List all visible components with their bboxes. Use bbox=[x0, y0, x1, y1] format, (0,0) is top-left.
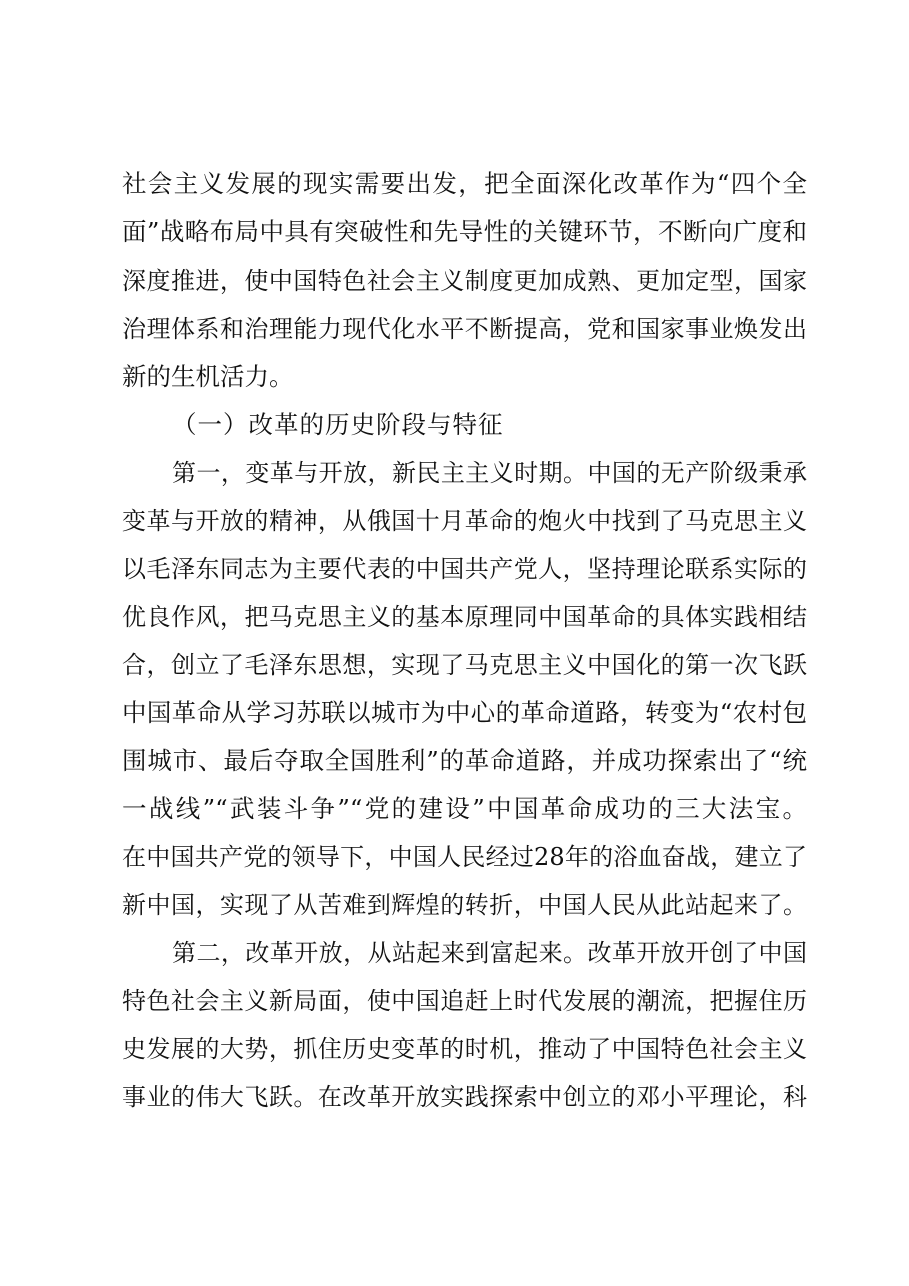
body-text-line: 一战线”“武装斗争”“党的建设”中国革命成功的三大法宝。 bbox=[122, 794, 807, 823]
section-heading: （一）改革的历史阶段与特征 bbox=[172, 410, 504, 439]
body-text-line: 合，创立了毛泽东思想，实现了马克思主义中国化的第一次飞跃 bbox=[122, 651, 807, 679]
body-text-line: 第一，变革与开放，新民主主义时期。中国的无产阶级秉承 bbox=[172, 459, 807, 487]
body-text-line: 面”战略布局中具有突破性和先导性的关键环节，不断向广度和 bbox=[122, 217, 807, 246]
body-text-line: 事业的伟大飞跃。在改革开放实践探索中创立的邓小平理论，科 bbox=[122, 1083, 807, 1111]
body-text-line: 史发展的大势，抓住历史变革的时机，推动了中国特色社会主义 bbox=[122, 1035, 807, 1063]
body-text-line: 在中国共产党的领导下，中国人民经过28年的浴血奋战，建立了 bbox=[122, 843, 807, 871]
body-text-line: 围城市、最后夺取全国胜利”的革命道路，并成功探索出了“统 bbox=[122, 746, 807, 775]
body-text-line: 新中国，实现了从苦难到辉煌的转折，中国人民从此站起来了。 bbox=[122, 891, 807, 919]
body-text-line: 治理体系和治理能力现代化水平不断提高，党和国家事业焕发出 bbox=[122, 315, 807, 343]
body-text-line: 中国革命从学习苏联以城市为中心的革命道路，转变为“农村包 bbox=[122, 698, 807, 727]
body-text-line: 特色社会主义新局面，使中国追赶上时代发展的潮流，把握住历 bbox=[122, 987, 807, 1015]
body-text-line: 新的生机活力。 bbox=[122, 362, 294, 391]
body-text-line: 第二，改革开放，从站起来到富起来。改革开放开创了中国 bbox=[172, 939, 807, 967]
body-text-line: 优良作风，把马克思主义的基本原理同中国革命的具体实践相结 bbox=[122, 603, 807, 631]
body-text-line: 以毛泽东同志为主要代表的中国共产党人，坚持理论联系实际的 bbox=[122, 555, 807, 583]
body-text-line: 变革与开放的精神，从俄国十月革命的炮火中找到了马克思主义 bbox=[122, 507, 807, 535]
body-text-line: 社会主义发展的现实需要出发，把全面深化改革作为“四个全 bbox=[122, 169, 807, 198]
body-text-line: 深度推进，使中国特色社会主义制度更加成熟、更加定型，国家 bbox=[122, 267, 807, 295]
